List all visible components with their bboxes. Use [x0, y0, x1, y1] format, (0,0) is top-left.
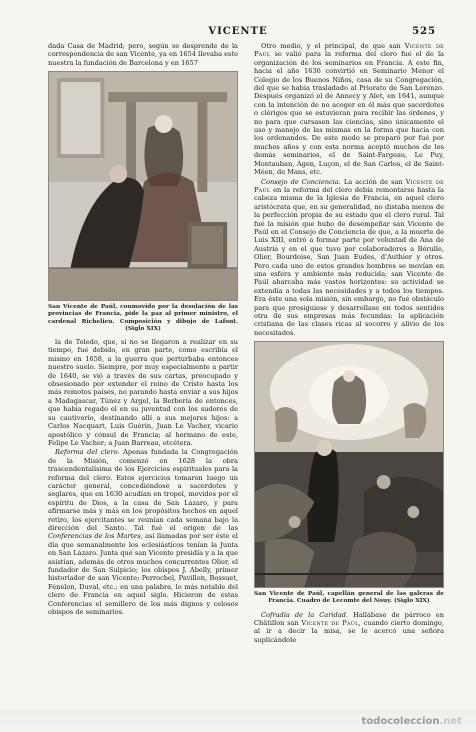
right-column: [254, 42, 444, 645]
engraving-richelieu-picture: [49, 72, 237, 300]
page-number: 525: [412, 26, 436, 37]
caption-richelieu: San Vicente de Paúl, conmovido por la desolación de las provincias de Francia, pide la paz al primer ministro, el cardenal Richelieu. Composición y dibujo de Lafont. (Siglo XIX): [48, 304, 238, 332]
left-column: [48, 42, 238, 617]
cofradia-heading: Cofradía de la Caridad.: [261, 610, 348, 619]
consejo-text-b: en la reforma del clero debía remontarse hasta la cabeza misma de la Iglesia de Francia, en aquel clero aristócrata que, en su generalidad, no distaba menos de la perfección propia de su estado que el clero rural. Tal fué la misión que hubo de desempeñar san Vicente de Paúl en el Consejo de Conciencia de que, a la muerte de Luis XIII, entró a formar parte por voluntad de Ana de Austria y en el que tuvo por colaboradores a Bérulle, Olier, Bourdoise, San Juan Eudes, d'Authier y otros. Pero cada uno de estos grandes hombres se movían en una esfera y ambiente más reducida; san Vicente de Paúl abarcaba más vastos horizontes: su actividad se extendía a todas las necesidades y a todos los tiempos. Era éste una sola misión, sin embargo, no fué obstáculo para que prosiguiese y desarrollase en todos sentidos otra de sus empresas más fecundas: la aplicación cristiana de las clases ricas al socorro y alivio de los necesitados.: [254, 185, 444, 337]
cofradia-text-a: Hallábase de párroco en Châtillon san: [254, 610, 444, 628]
engraving-richelieu: [48, 71, 238, 301]
seminarios-text-a: Otro medio, y el principal, de que san: [261, 42, 401, 50]
left-paragraph-2: [48, 448, 238, 616]
consejo-text-a: La acción de san: [343, 177, 403, 186]
right-paragraph-3: [254, 611, 444, 645]
reforma-heading: Reforma del clero.: [55, 448, 120, 457]
saint-name-3: Vicente de Paúl,: [301, 619, 361, 628]
caption-galeras: San Vicente de Paúl, capellán general de las galeras de Francia. Cuadro de Lecomte del Nouy. (Siglo XIX): [254, 591, 444, 605]
site-watermark: [362, 716, 462, 727]
right-paragraph-1: [254, 42, 444, 177]
watermark-band: [0, 710, 476, 732]
painting-galeras: [254, 341, 444, 588]
cofradia-text-b: cuando cierto domingo, al ir a decir la misa, se le acercó una señora suplicándole: [254, 619, 444, 644]
watermark-brand: todocoleccion: [361, 716, 440, 727]
watermark-tld: .net: [439, 716, 462, 727]
reforma-text: Apenas fundada la Congregación de la Misión, comenzó en 1628 la obra trascendentalísima de los Ejercicios espirituales para la reforma del clero. Estos ejercicios tomaron luego un carácter general, concediéndose a sacerdotes y seglares, que en 1630 acudían en tropel, movidos por el espíritu de Dios, a la casa de San Lázaro, y para afirmarse más y más en los propósitos hechos en aquel retiro, los ejercitantes se reunían cada semana bajo la dirección del Santo. Tal fué el origen de las: [48, 448, 238, 532]
reforma-text-2: así llamadas por ser éste el día que semanalmente los eclesiásticos tenían la Junta en San Lázaro. Junta que san Vicente presidía y a la que asistían, además de otros muchos concurrentes Olier, el fundador de San Sulpicio; los obispos J. Abelly, primer historiador de san Vicente; Perrochel, Pavillon, Bossuet, Fénelon, Duval, etc.; en una palabra, lo más notable del clero de Francia en aquel siglo. Hicieron de estas Conferencias el semillero de los más dignos y celosos obispos de seminarios.: [48, 532, 238, 617]
running-title: VICENTE: [208, 26, 268, 37]
seminarios-text-b: se valió para la reforma del clero fué el de la organización de los seminarios en Francia. A este fin, hacia el año 1636 convirtió en Seminario Menor el Colegio de los Buenos Niños, casa de su Congregación, del que se había trasladado al Priorato de San Lorenzo. Después organizó el de Annecy y Alet, en 1641, aunque con la intención de no acoger en él más que sacerdotes o clérigos que se estuvieran para recibir las órdenes, y no para que cursasen las ciencias, sino únicamente el uso y manejo de las mismas en la forma que hacía con los ordenandos. De este modo se preparó por fué por muchos años y con esta norma aceptó muchos de los demás seminarios, el de Saint-Fargeau, Le Puy, Montauban, Agen, Luçon, el de San Carlos, el de Saint-Méen, de Mans, etc.: [254, 50, 444, 177]
conferencias-label: Conferencias de los Martes,: [48, 532, 143, 541]
right-paragraph-2: [254, 178, 444, 338]
saint-name-1: Vicente de Paúl: [254, 42, 445, 59]
left-paragraph-1: la de Toledo, que, si no se llegaron a realizar en su tiempo, fué debido, en gran parte, como escribía el mismo en 1658, a la guerra que perturbaba entonces nuestro suelo. Siempre, por muy especialmente a partir de 1640, se vió a través de sus cartas, preocupado y obsesionado por extender el reino de Cristo hasta los más remotos países, no parando hasta enviar a sus hijos a Madagascar, Túnez y Argel, la Berbería de entonces, que había regado el en su juventud con los sudores de su cautiverio, destinando allí a sus mejores hijos: a Carlos Nacquart, Luis Guérin, Juan Le Vacher, vicario apostólico y cónsul de Francia; al hermano de este, Felipe Le Vacher; a Juan Barreau, etcétera.: [48, 338, 238, 447]
painting-galeras-picture: [255, 342, 443, 587]
running-head: [40, 26, 436, 40]
left-intro-paragraph: dada Casa de Madrid; pero, según se desprende de la correspondencia de san Vicente, ya en 1654 llevaba este nuestra la fundación de Barcelona y en 1657: [48, 42, 238, 67]
saint-name-2: Vicente de Paúl: [254, 177, 444, 194]
consejo-heading: Consejo de Conciencia.: [261, 177, 341, 186]
